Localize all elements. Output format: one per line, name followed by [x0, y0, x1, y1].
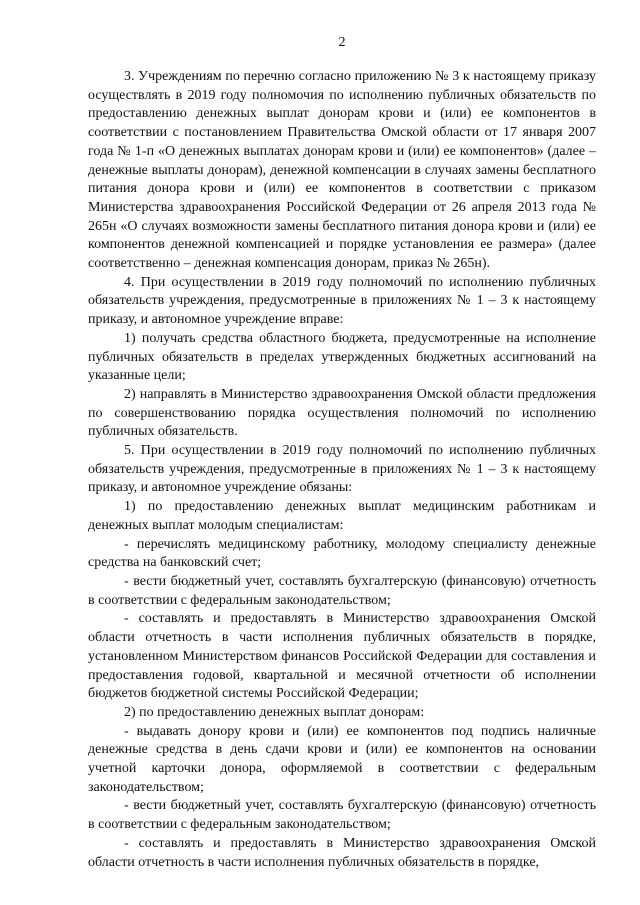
paragraph-3-institutions-powers: 3. Учреждениям по перечню согласно приложению № 3 к настоящему приказу осуществлять в 2019 году полномочия по исполнению публичных обязательств по предоставлению денежных выплат донорам крови и (или) ее компонентов в соответствии с постановлением Правительства Омской области от 17 января 2007 года № 1-п «О денежных выплатах донорам крови и (или) ее компонентов» (далее – денежные выплаты донорам), денежной компенсации в случаях замены бесплатного питания донора крови и (или) ее компонентов в соответствии с приказом Министерства здравоохранения Российской Федерации от 26 апреля 2013 года № 265н «О случаях возможности замены бесплатного питания донора крови и (или) ее компонентов денежной компенсацией и порядке установления ее размера» (далее соответственно – денежная компенсация донорам, приказ № 265н).: [88, 69, 596, 272]
list-item-reporting: - составлять и предоставлять в Министерство здравоохранения Омской области отчетность в части исполнения публичных обязательств в порядке, установленном Министерством финансов Российской Федерации для составления и предоставления годовой, квартальной и месячной отчетности об исполнении бюджетов бюджетной системы Российской Федерации;: [88, 611, 596, 702]
paragraph-4-item-1-receive-funds: 1) получать средства областного бюджета, предусмотренные на исполнение публичных обязательств в пределах утвержденных бюджетных ассигнований на указанные цели;: [88, 330, 596, 384]
list-item-transfer-funds: - перечислять медицинскому работнику, молодому специалисту денежные средства на банковский счет;: [88, 536, 596, 571]
list-item-pay-donor-cash: - выдавать донору крови и (или) ее компонентов под подпись наличные денежные средства в день сдачи крови и (или) ее компонентов на основании учетной карточки донора, оформляемой в соответствии с федеральным законодательством;: [88, 723, 596, 795]
list-item-budget-accounting: - вести бюджетный учет, составлять бухгалтерскую (финансовую) отчетность в соответствии с федеральным законодательством;: [88, 573, 596, 608]
paragraph-5-obligations-intro: 5. При осуществлении в 2019 году полномочий по исполнению публичных обязательств учреждения, предусмотренные в приложениях № 1 – 3 к настоящему приказу, и автономное учреждение обязаны:: [88, 443, 596, 496]
paragraph-5-item-1-medical-payments: 1) по предоставлению денежных выплат медицинским работникам и денежных выплат молодым специалистам:: [88, 499, 596, 533]
document-body: [88, 68, 596, 872]
paragraph-5-item-2-donor-payments: 2) по предоставлению денежных выплат донорам:: [124, 704, 425, 720]
list-item-budget-accounting-donors: - вести бюджетный учет, составлять бухгалтерскую (финансовую) отчетность в соответствии с федеральным законодательством;: [88, 798, 596, 833]
paragraph-4-item-2-send-proposals: 2) направлять в Министерство здравоохранения Омской области предложения по совершенствованию порядка осуществления полномочий по исполнению публичных обязательств.: [88, 386, 596, 440]
list-item-reporting-donors: - составлять и предоставлять в Министерство здравоохранения Омской области отчетность в части исполнения публичных обязательств в порядке,: [88, 835, 596, 870]
paragraph-4-rights-intro: 4. При осуществлении в 2019 году полномочий по исполнению публичных обязательств учреждения, предусмотренные в приложениях № 1 – 3 к настоящему приказу, и автономное учреждение вправе:: [88, 274, 596, 328]
page-number: 2: [338, 35, 346, 50]
